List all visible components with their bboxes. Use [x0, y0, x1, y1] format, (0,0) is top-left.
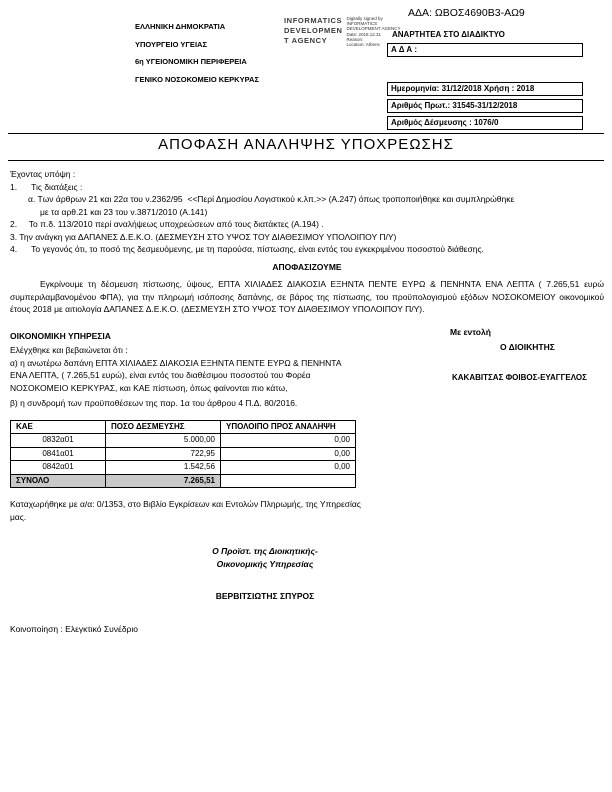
verified-statement: Ελέγχθηκε και βεβαιώνεται ότι :	[10, 345, 128, 355]
kae-cell: 0841α01	[11, 447, 106, 461]
kae-cell: 0842α01	[11, 461, 106, 475]
signatory-title-line1: Ο Προϊστ. της Διοικητικής-	[212, 546, 318, 556]
commitment-table	[10, 420, 356, 489]
stamp-detail-line: DEVELOPMENT AGENCY	[346, 26, 401, 32]
signatory-title-line2: Οικονομικής Υπηρεσίας	[216, 558, 314, 569]
date-box: Ημερομηνία: 31/12/2018 Χρήση : 2018	[387, 82, 583, 96]
approver-name: ΚΑΚΑΒΙΤΣΑΣ ΦΟΙΒΟΣ-ΕΥΑΓΓΕΛΟΣ	[452, 373, 587, 382]
having-regard-item-4: 4. Το γεγονός ότι, το ποσό της δεσμευόμενης, με τη παρούσα, πίστωσης, είναι εντός του εγκεκριμένου ποσοστού διάθεσης.	[10, 244, 484, 254]
registration-note: Καταχωρήθηκε με α/α: 0/1353, στο Βιβλίο Εγκρίσεων και Εντολών Πληρωμής, της Υπηρεσίας μας.	[10, 499, 361, 522]
table-header-row	[11, 420, 356, 434]
letterhead-line-hospital: ΓΕΝΙΚΟ ΝΟΣΟΚΟΜΕΙΟ ΚΕΡΚΥΡΑΣ	[135, 74, 259, 84]
cc-note: Κοινοποίηση : Ελεγκτικό Συνέδριο	[10, 623, 138, 634]
divider-line-bottom	[8, 160, 604, 161]
letterhead	[135, 22, 259, 92]
signatory-block	[120, 545, 410, 603]
table-row	[11, 434, 356, 448]
signatory-name: ΒΕΡΒΙΤΣΙΩΤΗΣ ΣΠΥΡΟΣ	[215, 591, 315, 601]
document-title: ΑΠΟΦΑΣΗ ΑΝΑΛΗΨΗΣ ΥΠΟΧΡΕΩΣΗΣ	[158, 136, 454, 153]
stamp-agency-line: T AGENCY	[284, 36, 328, 45]
financial-point-b: β) η συνδρομή των προϋποθέσεων της παρ. 1α του άρθρου 4 Π.Δ. 80/2016.	[10, 398, 298, 408]
having-regard-item-1a-cont: με τα αρθ.21 και 23 του ν.3871/2010 (Α.141)	[40, 206, 208, 217]
total-amount-cell: 7.265,51	[106, 474, 221, 488]
financial-service-section	[10, 330, 345, 410]
having-regard-item-1a: α. Των άρθρων 21 και 22α του ν.2362/95 <<Περί Δημοσίου Λογιστικού κ.λπ.>> (Α.247) όπως τροποποιήθηκε και συμπληρώθηκε	[28, 194, 515, 204]
stamp-agency-name	[284, 16, 343, 47]
having-regard-item-3: 3. Την ανάγκη για ΔΑΠΑΝΕΣ Δ.Ε.Κ.Ο. (ΔΕΣΜΕΥΣΗ ΣΤΟ ΥΨΟΣ ΤΟΥ ΔΙΑΘΕΣΙΜΟΥ ΥΠΟΛΟΙΠΟΥ Π/Υ)	[10, 231, 397, 242]
amount-cell: 1.542,56	[106, 461, 221, 475]
decision-heading: ΑΠΟΦΑΣΙΖΟΥΜΕ	[272, 261, 342, 272]
stamp-detail-line: Location: Athens	[346, 42, 380, 48]
approver-role: Ο ΔΙΟΙΚΗΤΗΣ	[500, 342, 555, 352]
column-header-kae: ΚΑΕ	[11, 420, 106, 434]
amount-cell: 722,95	[106, 447, 221, 461]
financial-service-heading: ΟΙΚΟΝΟΜΙΚΗ ΥΠΗΡΕΣΙΑ	[10, 330, 111, 341]
kae-cell: 0832α01	[11, 434, 106, 448]
letterhead-line-republic: ΕΛΛΗΝΙΚΗ ΔΗΜΟΚΡΑΤΙΑ	[135, 22, 226, 31]
amount-cell: 5.000,00	[106, 434, 221, 448]
column-header-amount: ΠΟΣΟ ΔΕΣΜΕΥΣΗΣ	[106, 420, 221, 434]
stamp-agency-line: DEVELOPMEN	[284, 26, 343, 35]
publish-notice: ΑΝΑΡΤΗΤΕΑ ΣΤΟ ΔΙΑΔΙΚΤΥΟ	[392, 30, 505, 39]
approver-by-order: Με εντολή	[450, 327, 491, 337]
total-label-cell: ΣΥΝΟΛΟ	[11, 474, 106, 488]
stamp-detail-line: INFORMATICS	[346, 21, 378, 27]
ada-number-top: ΑΔΑ: ΩΒΟΣ4690Β3-ΑΩ9	[408, 7, 525, 19]
document-body	[10, 168, 604, 635]
divider-line-top	[8, 133, 604, 134]
balance-cell: 0,00	[221, 434, 356, 448]
letterhead-line-region: 6η ΥΓΕΙΟΝΟΜΙΚΗ ΠΕΡΙΦΕΡΕΙΑ	[135, 57, 247, 66]
decision-paragraph: Εγκρίνουμε τη δέσμευση πίστωσης, ύψους, ΕΠΤΑ ΧΙΛΙΑΔΕΣ ΔΙΑΚΟΣΙΑ ΕΞΗΝΤΑ ΠΕΝΤΕ ΕΥΡΩ & ΠΕΝΗΝΤΑ ΕΝΑ ΛΕΠΤΑ ( 7.265,51 ευρώ συμπεριλαμβανομένου ΦΠΑ), για την πληρωμή ισόποσης δαπάνης, σε βάρος της πίστωσης, του προϋπολογισμού εξόδων ΝΟΣΟΚΟΜΕΙΟΥ οικονομικού έτους 2018 με αιτιολογία ΔΑΠΑΝΕΣ Δ.Ε.Κ.Ο. (ΔΕΣΜΕΥΣΗ ΣΤΟ ΥΨΟΣ ΤΟΥ ΔΙΑΘΕΣΙΜΟΥ ΥΠΟΛΟΙΠΟΥ Π/Υ).	[10, 279, 604, 314]
having-regard-heading: Έχοντας υπόψη :	[10, 169, 76, 179]
having-regard-item-2: 2. Το π.δ. 113/2010 περί αναλήψεως υποχρεώσεων από τους διατάκτες (Α.194) .	[10, 219, 324, 229]
financial-point-a: α) η ανωτέρω δαπάνη ΕΠΤΑ ΧΙΛΙΑΔΕΣ ΔΙΑΚΟΣΙΑ ΕΞΗΝΤΑ ΠΕΝΤΕ ΕΥΡΩ & ΠΕΝΗΝΤΑ ΕΝΑ ΛΕΠΤΑ, ( 7.265,51 ευρώ), είναι εντός του διαθέσιμου ποσοστού του Φορέα ΝΟΣΟΚΟΜΕΙΟ ΚΕΡΚΥΡΑΣ, και ΚΑΕ πίστωση, όπως φαίνονται πιο κάτω,	[10, 357, 342, 393]
column-header-balance: ΥΠΟΛΟΙΠΟ ΠΡΟΣ ΑΝΑΛΗΨΗ	[221, 420, 356, 434]
stamp-detail-line: Date: 2018.12.31	[346, 31, 382, 37]
table-row	[11, 461, 356, 475]
total-balance-cell	[221, 474, 356, 488]
having-regard-item-1: 1. Τις διατάξεις :	[10, 181, 83, 192]
stamp-detail-line: Digitally signed by	[346, 16, 383, 21]
protocol-number-box: Αριθμός Πρωτ.: 31545-31/12/2018	[387, 99, 583, 113]
balance-cell: 0,00	[221, 461, 356, 475]
stamp-detail-line: Reason:	[346, 36, 364, 42]
stamp-agency-line: INFORMATICS	[284, 16, 343, 25]
ada-box: Α Δ Α :	[387, 43, 583, 57]
balance-cell: 0,00	[221, 447, 356, 461]
commitment-number-box: Αριθμός Δέσμευσης : 1076/0	[387, 116, 583, 130]
letterhead-line-ministry: ΥΠΟΥΡΓΕΙΟ ΥΓΕΙΑΣ	[135, 39, 207, 49]
table-total-row	[11, 474, 356, 488]
table-row	[11, 447, 356, 461]
